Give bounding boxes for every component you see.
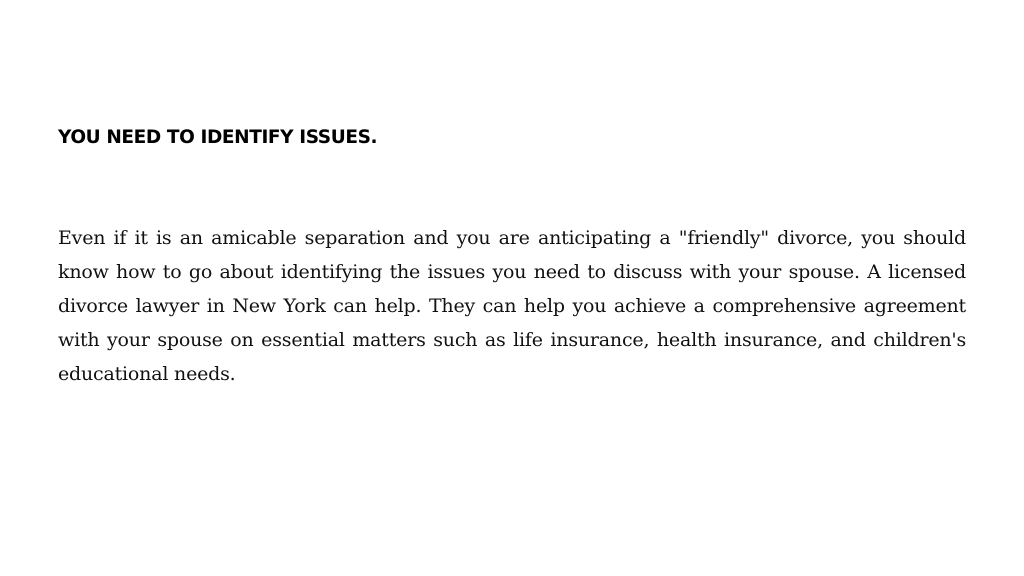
section-heading: YOU NEED TO IDENTIFY ISSUES. (58, 127, 378, 148)
body-paragraph: Even if it is an amicable separation and you are anticipating a "friendly" divorce, you should know how to go about identifying the issues you need to discuss with your spouse. A licensed divorce lawyer in New York can help. They can help you achieve a comprehensive agreement with your spouse on essential matters such as life insurance, health insurance, and children's educational needs. (58, 227, 966, 385)
